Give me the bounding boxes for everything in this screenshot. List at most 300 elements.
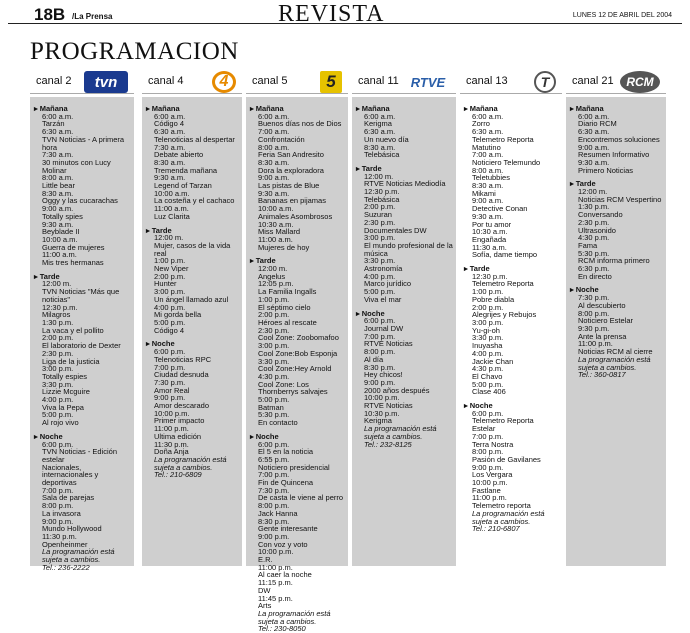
schedule-line: Openheinmer	[42, 539, 88, 549]
block-heading: ▸ Mañana	[570, 105, 663, 113]
schedule-line: 6:00 a.m.	[472, 111, 504, 121]
schedule-line: En contacto	[258, 418, 298, 428]
schedule-line: Código 4	[154, 119, 185, 129]
schedule-line: Guerra de mujeres	[42, 242, 105, 252]
schedule-line: 10:00 a.m.	[258, 204, 294, 214]
schedule-line: 5:00 p.m.	[472, 379, 504, 389]
schedule-line: 9:00 p.m.	[258, 531, 290, 541]
schedule-note: La programación está sujeta a cambios.	[258, 609, 331, 626]
schedule-line: Cool Zone: Zoobomafoo	[258, 333, 339, 343]
schedule-line: Primer impacto	[154, 416, 205, 426]
schedule-line: En directo	[578, 271, 612, 281]
schedule-line: 3:00 p.m.	[258, 341, 290, 351]
schedule-line: 6:00 a.m.	[364, 111, 396, 121]
schedule-line: Noticias RCM al cierre	[578, 347, 653, 357]
schedule-line: Legend of Tarzan	[154, 181, 212, 191]
schedule-line: 3:30 p.m.	[472, 333, 504, 343]
time-block	[250, 257, 345, 426]
schedule-line: 8:00 p.m.	[472, 447, 504, 457]
schedule-line: Ultrasonido	[578, 225, 616, 235]
schedule-line: 6:00 a.m.	[154, 111, 186, 121]
schedule-line: Sofía, dame tiempo	[472, 250, 538, 260]
time-block	[570, 105, 663, 174]
schedule-line: Encontremos soluciones	[578, 134, 660, 144]
schedule-list	[246, 97, 348, 633]
block-heading: ▸ Noche	[146, 340, 239, 348]
schedule-line: DW	[258, 585, 271, 595]
schedule-line: 7:00 p.m.	[472, 431, 504, 441]
schedule-line: 6:30 a.m.	[42, 127, 74, 137]
schedule-line: La invasora	[42, 508, 81, 518]
schedule-line: Totally spies	[42, 211, 83, 221]
schedule-line: Noticiero presidencial	[258, 462, 330, 472]
schedule-line: 4:30 p.m.	[258, 371, 290, 381]
schedule-line: 6:00 p.m.	[472, 408, 504, 418]
channel-phone: Tel.: 236-2222	[42, 562, 90, 572]
schedule-line: De casta le viene al perro	[258, 493, 344, 503]
channel-column	[142, 70, 242, 566]
schedule-line: 7:30 a.m.	[154, 142, 186, 152]
schedule-line: Al día	[364, 354, 384, 364]
schedule-line: 30 minutos con Lucy Molinar	[42, 157, 111, 175]
schedule-line: 6:55 p.m.	[258, 454, 290, 464]
schedule-line: Fin de Quincena	[258, 478, 314, 488]
schedule-line: 6:00 a.m.	[42, 111, 74, 121]
schedule-line: Hunter	[154, 279, 177, 289]
schedule-line: 7:00 a.m.	[258, 127, 290, 137]
issue-date: LUNES 12 DE ABRIL DEL 2004	[572, 12, 672, 19]
schedule-line: 10:00 a.m.	[42, 234, 78, 244]
schedule-line: 6:30 a.m.	[154, 127, 186, 137]
schedule-line: Journal DW	[364, 323, 404, 333]
schedule-note: La programación está sujeta a cambios.	[472, 508, 545, 526]
schedule-line: 10:00 a.m.	[154, 188, 190, 198]
schedule-list	[30, 97, 134, 572]
schedule-line: 9:30 a.m.	[258, 188, 290, 198]
schedule-line: 12:00 m.	[578, 187, 608, 197]
channel-phone: Tel.: 232-8125	[364, 439, 412, 449]
schedule-line: Las pistas de Blue	[258, 181, 320, 191]
schedule-note: La programación está sujeta a cambios.	[364, 424, 437, 441]
time-block	[146, 105, 239, 221]
schedule-line: Los Vergara	[472, 470, 513, 480]
schedule-line: 7:00 p.m.	[258, 470, 290, 480]
schedule-line: 3:00 p.m.	[472, 317, 504, 327]
schedule-line: 2000 años después	[364, 385, 430, 395]
schedule-line: 1:30 p.m.	[42, 317, 74, 327]
schedule-line: Ultima edición	[154, 431, 202, 441]
block-heading: ▸ Noche	[464, 402, 559, 410]
block-heading: ▸ Noche	[250, 433, 345, 441]
block-heading: ▸ Tarde	[250, 257, 345, 265]
time-block	[356, 105, 453, 159]
schedule-line: 7:00 p.m.	[364, 331, 396, 341]
schedule-line: 8:30 a.m.	[258, 157, 290, 167]
schedule-line: 7:30 a.m.	[42, 150, 74, 160]
schedule-line: Diario RCM	[578, 119, 617, 129]
schedule-line: Cool Zone:Bob Esponja	[258, 348, 338, 358]
schedule-line: 2:00 p.m.	[42, 333, 74, 343]
schedule-line: Noticiero Estelar	[578, 316, 634, 326]
channel-header	[460, 70, 562, 94]
schedule-line: Zorro	[472, 119, 490, 129]
schedule-line: Pobre diabla	[472, 294, 515, 304]
time-block	[146, 227, 239, 335]
schedule-line: Amor Real	[154, 385, 190, 395]
channel-name: canal 2	[36, 75, 72, 87]
schedule-line: Ciudad desnuda	[154, 370, 209, 380]
block-heading: ▸ Mañana	[356, 105, 453, 113]
schedule-line: 6:00 p.m.	[258, 439, 290, 449]
schedule-line: Telebásica	[364, 150, 400, 160]
schedule-line: E.R.	[258, 555, 273, 565]
schedule-line: Luz Clarita	[154, 211, 190, 221]
schedule-line: Little bear	[42, 181, 75, 191]
schedule-line: 1:30 p.m.	[578, 202, 610, 212]
schedule-line: 8:30 a.m.	[154, 157, 186, 167]
time-block	[250, 433, 345, 633]
schedule-line: 9:00 a.m.	[472, 196, 504, 206]
schedule-line: 9:00 p.m.	[42, 516, 74, 526]
schedule-line: 4:30 p.m.	[578, 233, 610, 243]
schedule-line: Dora la exploradora	[258, 165, 324, 175]
schedule-line: Doña Anja	[154, 447, 189, 457]
schedule-line: 2:30 p.m.	[42, 348, 74, 358]
schedule-line: 9:30 p.m.	[578, 323, 610, 333]
time-block	[570, 286, 663, 378]
channel-name: canal 21	[572, 75, 614, 87]
schedule-line: 3:30 p.m.	[258, 356, 290, 366]
schedule-line: Telemetro Reporta Estelar	[472, 416, 534, 434]
time-block	[464, 105, 559, 259]
schedule-line: Angelus	[258, 271, 286, 281]
block-heading: ▸ Tarde	[464, 265, 559, 273]
schedule-line: New Viper	[154, 264, 189, 274]
schedule-line: Mujeres de hoy	[258, 242, 310, 252]
schedule-line: Mikami	[472, 188, 496, 198]
schedule-line: Debate abierto	[154, 150, 204, 160]
schedule-line: Mundo Hollywood	[42, 524, 102, 534]
schedule-line: 6:30 p.m.	[578, 264, 610, 274]
schedule-line: 2:00 p.m.	[472, 302, 504, 312]
schedule-line: Terra Nostra	[472, 439, 514, 449]
time-block	[570, 180, 663, 280]
schedule-line: La vaca y el pollito	[42, 325, 104, 335]
schedule-list	[352, 97, 456, 566]
schedule-line: Amor descarado	[154, 401, 210, 411]
schedule-line: Viva el mar	[364, 294, 402, 304]
schedule-line: Mis tres hermanas	[42, 258, 104, 268]
channel-header	[246, 70, 348, 94]
schedule-line: Conversando	[578, 210, 623, 220]
block-heading: ▸ Mañana	[34, 105, 131, 113]
schedule-line: 12:00 m.	[364, 171, 394, 181]
schedule-line: Telemetro reporta	[472, 501, 531, 511]
channel-header	[30, 70, 134, 94]
schedule-line: Animales Asombrosos	[258, 211, 333, 221]
schedule-line: Al descubierto	[578, 300, 626, 310]
schedule-line: Kerigma	[364, 416, 392, 426]
schedule-line: 4:00 p.m.	[472, 348, 504, 358]
block-heading: ▸ Mañana	[250, 105, 345, 113]
block-heading: ▸ Mañana	[146, 105, 239, 113]
schedule-line: 8:00 p.m.	[258, 501, 290, 511]
schedule-line: Engañada	[472, 234, 507, 244]
schedule-line: 9:00 p.m.	[472, 462, 504, 472]
rtve-logo: RTVE	[406, 71, 450, 93]
channel-phone: Tel.: 230-8050	[258, 624, 306, 633]
schedule-line: 4:30 p.m.	[472, 364, 504, 374]
schedule-line: 12:05 p.m.	[258, 279, 294, 289]
schedule-line: Mujer, casos de la vida real	[154, 240, 231, 258]
schedule-line: Jackie Chan	[472, 356, 514, 366]
schedule-note: La programación está sujeta a cambios.	[578, 354, 651, 372]
schedule-line: 10:30 p.m.	[364, 408, 400, 418]
schedule-line: 2:00 p.m.	[258, 310, 290, 320]
schedule-line: Totally espies	[42, 371, 88, 381]
channel-column	[30, 70, 134, 572]
schedule-line: 6:30 a.m.	[364, 127, 396, 137]
schedule-line: 8:00 a.m.	[472, 165, 504, 175]
schedule-line: 11:00 a.m.	[258, 234, 293, 244]
schedule-line: RTVE Noticias Mediodía	[364, 179, 446, 189]
schedule-line: Batman	[258, 402, 284, 412]
schedule-line: 7:30 p.m.	[154, 377, 186, 387]
schedule-line: 8:00 p.m.	[42, 501, 74, 511]
schedule-line: 10:00 p.m.	[472, 478, 508, 488]
schedule-line: 10:00 p.m.	[154, 408, 190, 418]
schedule-line: 5:30 p.m.	[258, 410, 290, 420]
schedule-line: 11:00 a.m.	[42, 250, 77, 260]
schedule-line: Con voz y voto	[258, 539, 308, 549]
schedule-line: Resumen Informativo	[578, 150, 650, 160]
block-heading: ▸ Mañana	[464, 105, 559, 113]
schedule-line: 8:00 a.m.	[258, 142, 290, 152]
schedule-line: 6:00 a.m.	[578, 111, 610, 121]
schedule-line: 10:30 a.m.	[472, 227, 508, 237]
schedule-line: El 5 en la noticia	[258, 447, 314, 457]
schedule-line: 8:30 p.m.	[364, 362, 396, 372]
schedule-line: 8:00 p.m.	[364, 347, 396, 357]
schedule-line: 5:00 p.m.	[154, 317, 186, 327]
schedule-line: Documentales DW	[364, 225, 427, 235]
schedule-line: 9:00 p.m.	[154, 393, 186, 403]
schedule-line: 6:00 a.m.	[258, 111, 290, 121]
schedule-line: 6:00 p.m.	[154, 347, 186, 357]
schedule-line: Yu-gi-oh	[472, 325, 500, 335]
schedule-note: La programación está sujeta a cambios.	[154, 454, 227, 472]
schedule-line: El Chavo	[472, 371, 503, 381]
schedule-line: 6:00 p.m.	[42, 439, 74, 449]
page-title: PROGRAMACION	[30, 38, 239, 65]
schedule-line: 3:00 p.m.	[154, 287, 186, 297]
schedule-line: 3:00 p.m.	[42, 364, 74, 374]
schedule-line: 11:30 a.m.	[472, 242, 507, 252]
schedule-line: 12:00 m.	[154, 233, 184, 243]
schedule-line: 9:00 a.m.	[578, 142, 610, 152]
schedule-line: Por tu amor	[472, 219, 512, 229]
channel-phone: Tel.: 360-0817	[578, 370, 626, 380]
schedule-line: 11:30 p.m.	[154, 439, 189, 449]
canal4-logo: 4	[212, 71, 236, 93]
schedule-line: Ante la prensa	[578, 331, 627, 341]
schedule-line: 5:00 p.m.	[258, 395, 290, 405]
block-heading: ▸ Noche	[356, 310, 453, 318]
time-block	[34, 105, 131, 267]
time-block	[250, 105, 345, 251]
schedule-line: 6:30 a.m.	[578, 127, 610, 137]
schedule-line: Mi gorda bella	[154, 310, 202, 320]
schedule-line: 12:30 p.m.	[42, 302, 78, 312]
schedule-line: 8:30 a.m.	[42, 188, 74, 198]
schedule-line: RTVE Noticias	[364, 401, 413, 411]
channel-column	[246, 70, 348, 633]
page-header	[8, 1, 682, 27]
schedule-line: Héroes al rescate	[258, 317, 317, 327]
time-block	[356, 310, 453, 449]
schedule-line: RTVE Noticias	[364, 339, 413, 349]
schedule-line: Feria San Andresito	[258, 150, 324, 160]
schedule-line: Código 4	[154, 325, 185, 335]
schedule-line: 9:00 a.m.	[42, 204, 74, 214]
schedule-line: 5:30 p.m.	[578, 248, 610, 258]
schedule-line: 5:00 p.m.	[364, 287, 396, 297]
schedule-line: Jack Hanna	[258, 508, 298, 518]
schedule-line: Gente interesante	[258, 524, 318, 534]
schedule-line: Cool Zone: Los Thornberrys salvajes	[258, 379, 328, 397]
schedule-line: El mundo profesional de la música	[364, 240, 453, 258]
channel-column	[460, 70, 562, 566]
schedule-line: Nacionales, internacionales y deportivas	[42, 462, 99, 488]
page-number: 18B	[34, 5, 66, 24]
schedule-line: 7:30 p.m.	[578, 293, 610, 303]
time-block	[34, 433, 131, 572]
schedule-line: 8:00 p.m.	[578, 308, 610, 318]
schedule-line: 4:00 p.m.	[364, 271, 396, 281]
schedule-line: 2:30 p.m.	[258, 325, 290, 335]
schedule-line: 10:00 p.m.	[364, 393, 400, 403]
channel-phone: Tel.: 210-6809	[154, 470, 202, 480]
schedule-line: 8:30 a.m.	[472, 181, 504, 191]
channel-column	[352, 70, 456, 566]
schedule-line: Teletubbies	[472, 173, 510, 183]
schedule-line: 7:00 p.m.	[154, 362, 186, 372]
section-title: REVISTA	[278, 1, 385, 27]
channel-header	[142, 70, 242, 94]
schedule-line: Telenoticias RPC	[154, 354, 212, 364]
schedule-line: 11:30 p.m.	[42, 531, 77, 541]
schedule-line: 6:30 a.m.	[472, 127, 504, 137]
schedule-line: Al rojo vivo	[42, 418, 79, 428]
schedule-line: 5:00 p.m.	[42, 410, 74, 420]
schedule-line: 12:00 m.	[42, 279, 72, 289]
schedule-line: Tremenda mañana	[154, 165, 218, 175]
schedule-line: La Familia Ingalls	[258, 287, 317, 297]
schedule-line: Un ángel llamado azul	[154, 294, 229, 304]
schedule-line: 9:30 a.m.	[472, 211, 504, 221]
schedule-line: 2:00 p.m.	[154, 271, 186, 281]
channel-name: canal 5	[252, 75, 288, 87]
schedule-line: 4:00 p.m.	[154, 302, 186, 312]
schedule-line: Fama	[578, 240, 598, 250]
schedule-list	[460, 97, 562, 566]
schedule-line: 4:00 p.m.	[42, 395, 74, 405]
schedule-line: Un nuevo día	[364, 134, 409, 144]
channel-name: canal 13	[466, 75, 508, 87]
schedule-line: 11:00 p.m.	[578, 339, 613, 349]
schedule-line: Sala de parejas	[42, 493, 95, 503]
newspaper-name: /La Prensa	[72, 12, 113, 21]
schedule-line: 2:00 p.m.	[364, 202, 396, 212]
schedule-line: Fastlane	[472, 485, 501, 495]
channel-header	[352, 70, 456, 94]
schedule-line: 12:30 p.m.	[472, 271, 508, 281]
schedule-line: Lizzie Mcguire	[42, 387, 90, 397]
schedule-line: 9:30 a.m.	[42, 219, 74, 229]
schedule-line: 2:30 p.m.	[578, 217, 610, 227]
schedule-line: Telebásica	[364, 194, 400, 204]
schedule-line: 8:00 a.m.	[42, 173, 74, 183]
schedule-line: 11:45 p.m.	[258, 593, 293, 603]
time-block	[464, 402, 559, 533]
schedule-line: Buenos días nos de Dios	[258, 119, 342, 129]
rcm-logo: RCM	[620, 71, 660, 93]
schedule-line: 11:00 p.m.	[154, 424, 189, 434]
schedule-line: Pasión de Gavilanes	[472, 454, 541, 464]
schedule-line: 6:00 p.m.	[364, 316, 396, 326]
schedule-line: Marco jurídico	[364, 279, 412, 289]
time-block	[356, 165, 453, 304]
time-block	[464, 265, 559, 396]
schedule-line: 11:00 p.m.	[472, 493, 507, 503]
schedule-line: 3:30 p.m.	[364, 256, 396, 266]
tvn-logo: tvn	[84, 71, 128, 93]
schedule-line: 10:00 p.m.	[258, 547, 294, 557]
schedule-line: Milagros	[42, 310, 71, 320]
schedule-line: 12:00 m.	[258, 264, 288, 274]
schedule-line: RCM informa primero	[578, 256, 650, 266]
channel-phone: Tel.: 210-6807	[472, 524, 520, 534]
canal5-logo: 5	[320, 71, 342, 93]
schedule-line: 9:30 a.m.	[578, 157, 610, 167]
block-heading: ▸ Tarde	[34, 273, 131, 281]
schedule-line: Kerigma	[364, 119, 392, 129]
schedule-line: Miss Mallard	[258, 227, 301, 237]
schedule-line: Detective Conan	[472, 204, 528, 214]
schedule-line: Beyblade II	[42, 227, 80, 237]
block-heading: ▸ Tarde	[146, 227, 239, 235]
channel-name: canal 11	[358, 75, 399, 87]
canal13-logo: T	[534, 71, 556, 93]
schedule-line: Telemetro Reporta	[472, 279, 534, 289]
schedule-line: 8:30 p.m.	[258, 516, 290, 526]
time-block	[146, 340, 239, 479]
schedule-line: 11:15 p.m.	[258, 578, 293, 588]
schedule-line: Tarzán	[42, 119, 65, 129]
channel-name: canal 4	[148, 75, 184, 87]
block-heading: ▸ Noche	[570, 286, 663, 294]
time-block	[34, 273, 131, 427]
schedule-line: Noticias RCM Vespertino	[578, 194, 662, 204]
schedule-list	[566, 97, 666, 566]
schedule-line: Bananas en pijamas	[258, 196, 326, 206]
schedule-line: Alegrijes y Rebujos	[472, 310, 537, 320]
block-heading: ▸ Tarde	[356, 165, 453, 173]
schedule-line: 9:00 p.m.	[364, 377, 396, 387]
schedule-line: 11:00 p.m.	[258, 562, 293, 572]
schedule-line: 7:00 p.m.	[42, 485, 74, 495]
schedule-line: 1:00 p.m.	[258, 294, 290, 304]
